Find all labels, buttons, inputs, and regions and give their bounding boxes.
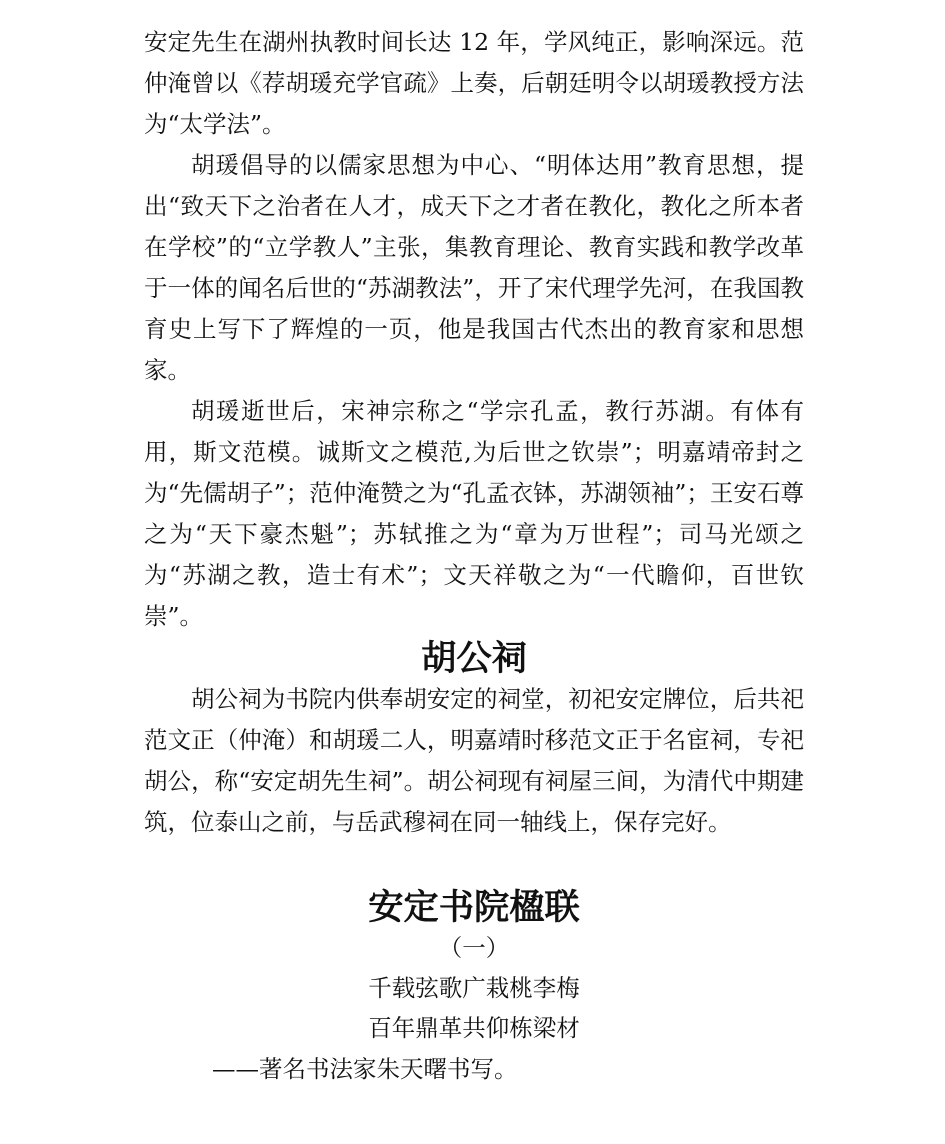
couplet-line-upper: 千载弦歌广栽桃李梅 <box>368 974 580 1002</box>
document-page <box>144 22 804 1090</box>
couplet-number: （一） <box>438 934 510 962</box>
couplet-line-lower: 百年鼎革共仰栋梁材 <box>368 1014 580 1042</box>
section-heading-couplets: 安定书院楹联 <box>368 887 580 928</box>
section-heading-hugongci: 胡公祠 <box>421 638 527 679</box>
paragraph-hugongci: 胡公祠为书院内供奉胡安定的祠堂，初祀安定牌位，后共祀范文正（仲淹）和胡瑗二人，明嘉靖时移范文正于名宦祠，专祀胡公，称“安定胡先生祠”。胡公祠现有祠屋三间，为清代中期建筑，位泰山之前，与岳武穆祠在同一轴线上，保存完好。 <box>144 685 804 836</box>
paragraph-praise: 胡瑗逝世后，宋神宗称之“学宗孔孟，教行苏湖。有体有用，斯文范模。诚斯文之模范,为后世之钦崇”；明嘉靖帝封之为“先儒胡子”；范仲淹赞之为“孔孟衣钵，苏湖领袖”；王安石尊之为“天下豪杰魁”；苏轼推之为“章为万世程”；司马光颂之为“苏湖之教，造士有术”；文天祥敬之为“一代瞻仰，百世钦崇”。 <box>144 397 804 630</box>
paragraph-education-thought: 胡瑗倡导的以儒家思想为中心、“明体达用”教育思想，提出“致天下之治者在人才，成天下之才者在教化，教化之所本者在学校”的“立学教人”主张，集教育理论、教育实践和教学改革于一体的闻名后世的“苏湖教法”，开了宋代理学先河，在我国教育史上写下了辉煌的一页，他是我国古代杰出的教育家和思想家。 <box>144 151 804 384</box>
couplet-attribution: ——著名书法家朱天曙书写。 <box>212 1055 518 1083</box>
paragraph-teaching: 安定先生在湖州执教时间长达 12 年，学风纯正，影响深远。范仲淹曾以《荐胡瑗充学官疏》上奏，后朝廷明令以胡瑗教授方法为“太学法”。 <box>144 28 804 138</box>
